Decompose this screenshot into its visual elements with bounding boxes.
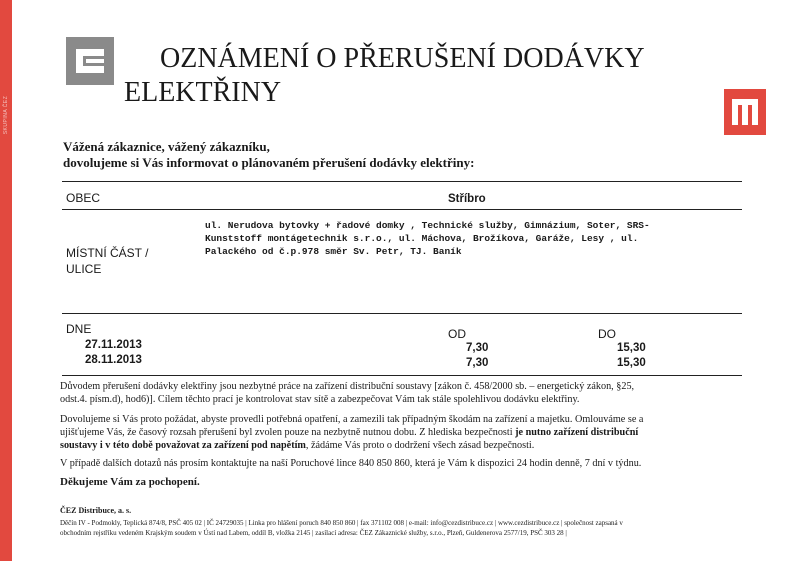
- address-line-1: Děčín IV - Podmokly, Teplická 874/8, PSČ 405 02 | IČ 24729035 | Linka pro hlášení poruch 840 850 860 | fax 371102 008 | e-mail: info@cezdistribuce.cz | www.cezdistribuce.cz | společnost zapsaná v: [60, 519, 623, 527]
- greeting-line-2: dovolujeme si Vás informovat o plánovaném přerušení dodávky elektřiny:: [63, 155, 475, 170]
- row-1-od: 7,30: [466, 342, 489, 354]
- row-2-od: 7,30: [466, 357, 489, 369]
- reason-line-2: odst.4. písm.d), hod6)]. Cílem těchto prací je kontrolovat stav sítě a zabezpečovat Vám tak stále spolehlivou dodávku elektřiny.: [60, 394, 580, 405]
- od-label: OD: [448, 327, 466, 341]
- row-2-date: 28.11.2013: [85, 354, 142, 366]
- safety-line-2-text: ujišťujeme Vás, že časový rozsah přerušení byl zvolen pouze na nezbytně nutnou dobu. Z hlediska bezpečnosti: [60, 427, 516, 438]
- reason-paragraph: [60, 380, 750, 406]
- divider-top: [62, 181, 742, 182]
- obec-label: OBEC: [66, 191, 101, 205]
- streets-line-2: Kunststoff montágetechnik s.r.o., ul. Máchova, Brožíkova, Garáže, Lesy , ul.: [205, 233, 639, 244]
- mistni-cast-label-line-2: ULICE: [66, 262, 102, 276]
- dne-label: DNE: [66, 322, 92, 336]
- row-2-do: 15,30: [617, 357, 646, 369]
- company-address: [60, 518, 765, 538]
- streets-line-1: ul. Nerudova bytovky + řadové domky , Technické služby, Gimnázium, Soter, SRS-: [205, 220, 650, 231]
- streets-line-3: Palackého od č.p.978 směr Sv. Petr, TJ. Baník: [205, 246, 462, 257]
- safety-line-3: [60, 439, 750, 452]
- greeting-line-1: Vážená zákaznice, vážený zákazníku,: [63, 139, 270, 154]
- row-1-date: 27.11.2013: [85, 339, 142, 351]
- title-line-2: ELEKTŘINY: [124, 77, 282, 108]
- divider-bottom: [62, 375, 742, 376]
- document-title: [124, 42, 684, 110]
- thanks-text: Děkujeme Vám za pochopení.: [60, 476, 200, 488]
- safety-line-3-bold: soustavy i v této době považovat za zařízení pod napětím: [60, 440, 306, 451]
- safety-line-2-bold: je nutno zařízení distribuční: [515, 427, 639, 438]
- side-brand-bar: [0, 0, 12, 561]
- reason-line-1: Důvodem přerušení dodávky elektřiny jsou nezbytné práce na zařízení distribuční soustavy [zákon č. 458/2000 sb. – energetický zákon, §25,: [60, 381, 635, 392]
- company-name: ČEZ Distribuce, a. s.: [60, 506, 132, 515]
- safety-line-2: [60, 426, 750, 439]
- cez-logo: [66, 37, 114, 85]
- title-line-1: OZNÁMENÍ O PŘERUŠENÍ DODÁVKY: [160, 43, 645, 74]
- safety-line-1: Dovolujeme si Vás proto požádat, abyste provedli potřebná opatření, a zamezili tak případným škodám na zařízení a majetku. Omlouváme se a: [60, 414, 644, 425]
- contact-paragraph: V případě dalších dotazů nás prosím kontaktujte na naší Poruchové lince 840 850 860, která je Vám k dispozici 24 hodin denně, 7 dní v týdnu.: [60, 458, 642, 469]
- divider-obec: [62, 209, 742, 210]
- divider-schedule: [62, 313, 742, 314]
- cez-red-logo: [724, 89, 766, 135]
- greeting: [63, 139, 474, 171]
- mistni-cast-label: [66, 245, 148, 277]
- safety-paragraph: [60, 413, 750, 452]
- address-line-2: obchodním rejstříku vedeném Krajským soudem v Ústí nad Labem, oddíl B, vložka 2145 | zasílací adresa: ČEZ Zákaznické služby, s.r.o., Plzeň, Guldenerova 2577/19, PSČ 303 28 |: [60, 529, 567, 537]
- do-label: DO: [598, 327, 616, 341]
- mistni-cast-label-line-1: MÍSTNÍ ČÁST /: [66, 246, 149, 260]
- obec-value: Stříbro: [448, 193, 486, 205]
- side-brand-text: SKUPINA ČEZ: [3, 95, 9, 135]
- streets-list: [205, 219, 715, 258]
- row-1-do: 15,30: [617, 342, 646, 354]
- safety-line-3-text: , žádáme Vás proto o dodržení všech zásad bezpečnosti.: [305, 440, 535, 451]
